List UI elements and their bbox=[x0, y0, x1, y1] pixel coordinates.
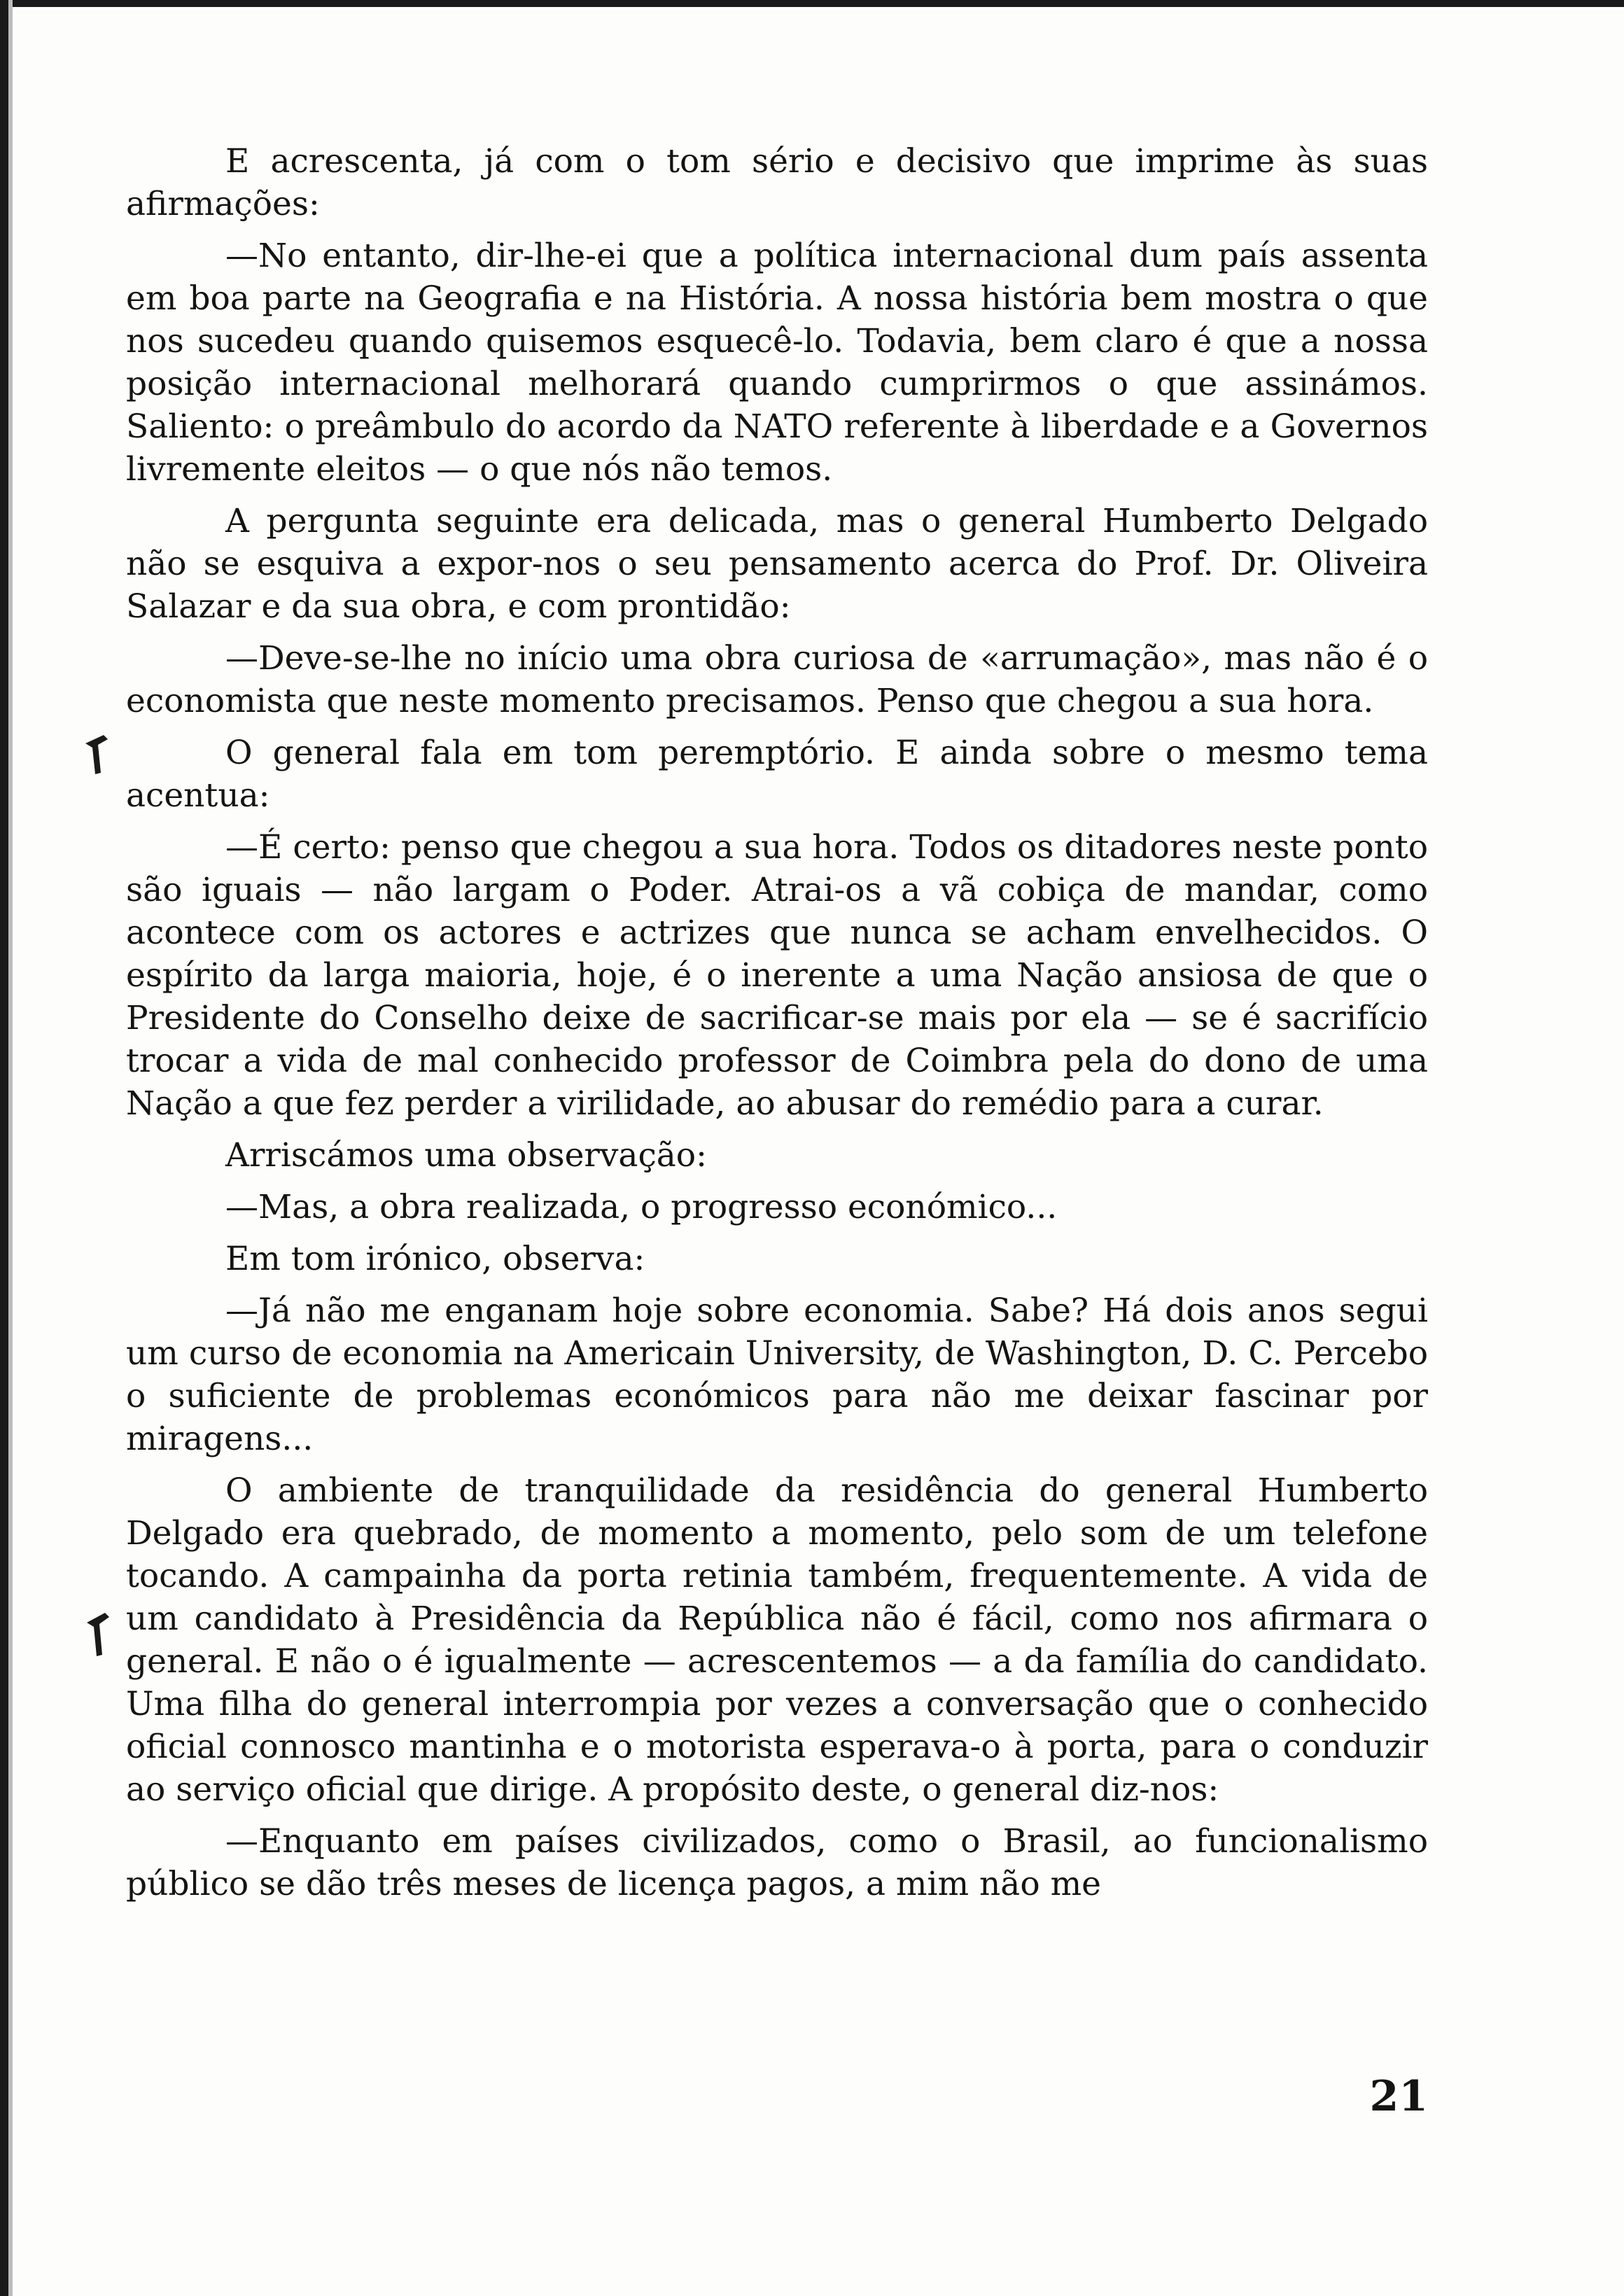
paragraph: —No entanto, dir-lhe-ei que a política internacional dum país assenta em boa parte na Geografia e na História. A nossa história bem mostra o que nos sucedeu quando quisemos esquecê-lo. Todavia, bem claro é que a nossa posição internacional melhorará quando cumprirmos o que assinámos. Saliento: o preâmbulo do acordo da NATO referente à liberdade e a Governos livremente eleitos — o que nós não temos. bbox=[126, 237, 1428, 489]
paragraph: —É certo: penso que chegou a sua hora. Todos os ditadores neste ponto são iguais — não largam o Poder. Atrai-os a vã cobiça de mandar, como acontece com os actores e actrizes que nunca se acham envelhecidos. O espírito da larga maioria, hoje, é o inerente a uma Nação ansiosa de que o Presidente do Conselho deixe de sacrificar-se mais por ela — se é sacrifício trocar a vida de mal conhecido professor de Coimbra pela do dono de uma Nação a que fez perder a virilidade, ao abusar do remédio para a curar. bbox=[126, 828, 1428, 1123]
paragraph: —Deve-se-lhe no início uma obra curiosa de «arrumação», mas não é o economista que neste momento precisamos. Penso que chegou a sua hora. bbox=[126, 639, 1428, 720]
paragraph: A pergunta seguinte era delicada, mas o general Humberto Delgado não se esquiva a expor-nos o seu pensamento acerca do Prof. Dr. Oliveira Salazar e da sua obra, e com prontidão: bbox=[126, 502, 1428, 626]
margin-mark-icon bbox=[83, 734, 111, 776]
paragraph: —Enquanto em países civilizados, como o Brasil, ao funcionalismo público se dão três meses de licença pagos, a mim não me bbox=[126, 1822, 1428, 1903]
scan-border-left bbox=[0, 0, 8, 2296]
scan-border-top bbox=[0, 0, 1624, 7]
paragraph: —Já não me enganam hoje sobre economia. Sabe? Há dois anos segui um curso de economia na Americain University, de Washington, D. C. Percebo o suficiente de problemas económicos para não me deixar fascinar por miragens... bbox=[126, 1292, 1428, 1458]
paragraph: O general fala em tom peremptório. E ainda sobre o mesmo tema acentua: bbox=[126, 734, 1428, 815]
paragraph: O ambiente de tranquilidade da residência do general Humberto Delgado era quebrado, de momento a momento, pelo som de um telefone tocando. A campainha da porta retinia também, frequentemente. A vida de um candidato à Presidência da República não é fácil, como nos afirmara o general. E não o é igualmente — acrescentemos — a da família do candidato. Uma filha do general interrompia por vezes a conversação que o conhecido oficial connosco mantinha e o motorista esperava-o à porta, para o conduzir ao serviço oficial que dirige. A propósito deste, o general diz-nos: bbox=[126, 1471, 1428, 1809]
body-text bbox=[126, 140, 1428, 1914]
page-number: 21 bbox=[1369, 2072, 1428, 2121]
paragraph: E acrescenta, já com o tom sério e decisivo que imprime às suas afirmações: bbox=[126, 142, 1428, 223]
paragraph: Arriscámos uma observação: bbox=[225, 1136, 707, 1175]
margin-mark-icon bbox=[83, 1610, 113, 1659]
paragraph: —Mas, a obra realizada, o progresso económico... bbox=[225, 1188, 1058, 1226]
scan-border-left-shadow bbox=[8, 0, 13, 2296]
paragraph: Em tom irónico, observa: bbox=[225, 1240, 645, 1278]
